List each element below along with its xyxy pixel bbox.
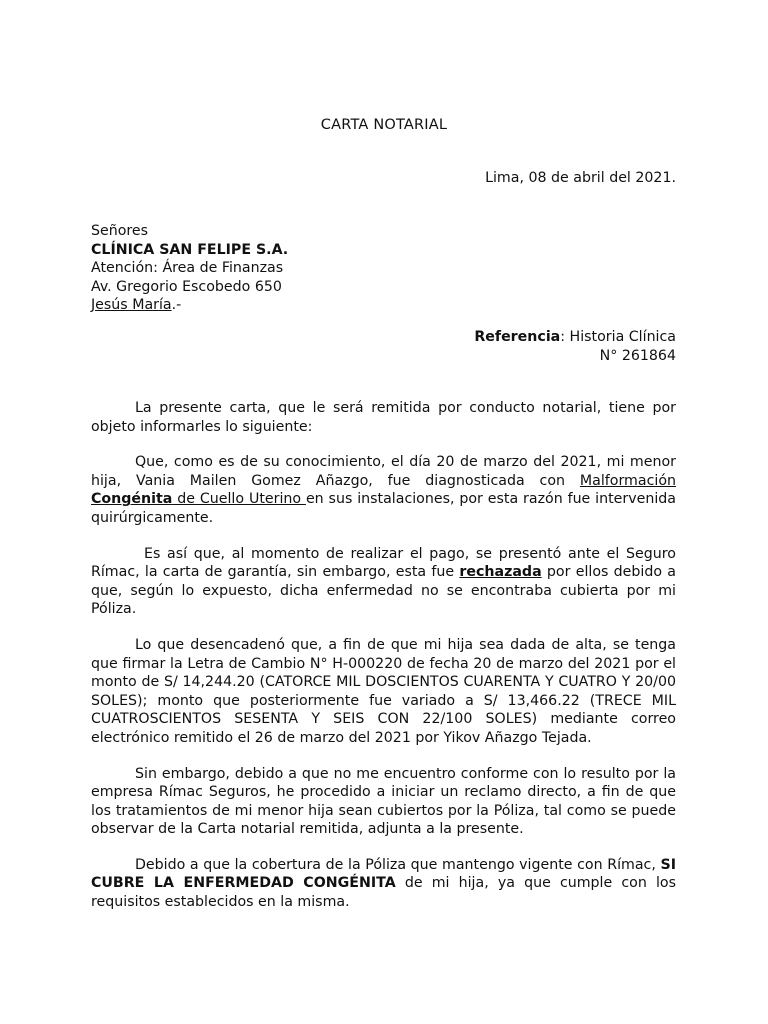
paragraph-5: Sin embargo, debido a que no me encuentro conforme con lo resulto por la empresa Rímac Seguros, he procedido a iniciar un reclamo directo, a fin de que los tratamientos de mi menor hija sean cubiertos por la Póliza, tal como se puede observar de la Carta notarial remitida, adjunta a la presente.: [91, 765, 676, 838]
letter-date: Lima, 08 de abril del 2021.: [485, 170, 676, 186]
reference-line-1: [474, 328, 676, 347]
street-address: Av. Gregorio Escobedo 650: [91, 278, 282, 295]
paragraph-6-text-a: Debido a que la cobertura de la Póliza que mantengo vigente con Rímac,: [135, 856, 661, 873]
letter-body: [91, 399, 676, 929]
reference-label: Referencia: [474, 329, 561, 345]
district-name: Jesús María: [91, 297, 172, 313]
paragraph-4: Lo que desencadenó que, a fin de que mi hija sea dada de alta, se tenga que firmar la Letra de Cambio N° H-000220 de fecha 20 de marzo del 2021 por el monto de S/ 14,244.20 (CATORCE MIL DOSCIENTOS CUARENTA Y CUATRO Y 20/00 SOLES); monto que posteriormente fue variado a S/ 13,466.22 (TRECE MIL CUATROSCIENTOS SESENTA Y SEIS CON 22/100 SOLES) mediante correo electrónico remitido el 26 de marzo del 2021 por Yikov Añazgo Tejada.: [91, 636, 676, 746]
paragraph-2-text-a: Que, como es de su conocimiento, el día 20 de marzo del 2021, mi menor hija, Vania Mailen Gomez Añazgo, fue diagnosticada con: [91, 454, 676, 489]
attention-line: Atención: Área de Finanzas: [91, 260, 284, 276]
coverage-emphasis: SI CUBRE LA ENFERMEDAD CONGÉNITA: [91, 856, 676, 892]
rejected-emphasis: rechazada: [459, 564, 542, 581]
diagnosis-underlined-bold: Congénita: [91, 491, 173, 508]
paragraph-3-text-b: por ellos debido a que, según lo expuesto, dicha enfermedad no se encontraba cubierta por mi Póliza.: [91, 564, 676, 618]
salutation: Señores: [91, 223, 149, 239]
district-line: [91, 296, 288, 315]
paragraph-6-text-c: de mi hija, ya que cumple con los requisitos establecidos en la misma.: [91, 875, 676, 911]
paragraph-2: [91, 453, 676, 527]
paragraph-1: La presente carta, que le será remitida por conducto notarial, tiene por objeto informarles lo siguiente:: [91, 400, 676, 435]
paragraph-6: [91, 856, 676, 912]
reference-text: : Historia Clínica: [560, 329, 676, 345]
paragraph-2-text-b: en sus instalaciones, por esta razón fue intervenida quirúrgicamente.: [91, 491, 676, 526]
diagnosis-underlined-2: de Cuello Uterino: [172, 491, 306, 508]
letter-title: CARTA NOTARIAL: [320, 117, 448, 133]
reference-block: [474, 328, 676, 365]
company-name: CLÍNICA SAN FELIPE S.A.: [91, 241, 289, 258]
addressee-block: [91, 222, 288, 315]
diagnosis-underlined-1: Malformación: [579, 472, 676, 489]
paragraph-3: [91, 545, 676, 619]
district-suffix: .-: [171, 297, 182, 313]
reference-line-2: N° 261864: [599, 347, 676, 364]
paragraph-3-text-a: Es así que, al momento de realizar el pago, se presentó ante el Seguro Rímac, la carta de garantía, sin embargo, esta fue: [91, 545, 676, 581]
